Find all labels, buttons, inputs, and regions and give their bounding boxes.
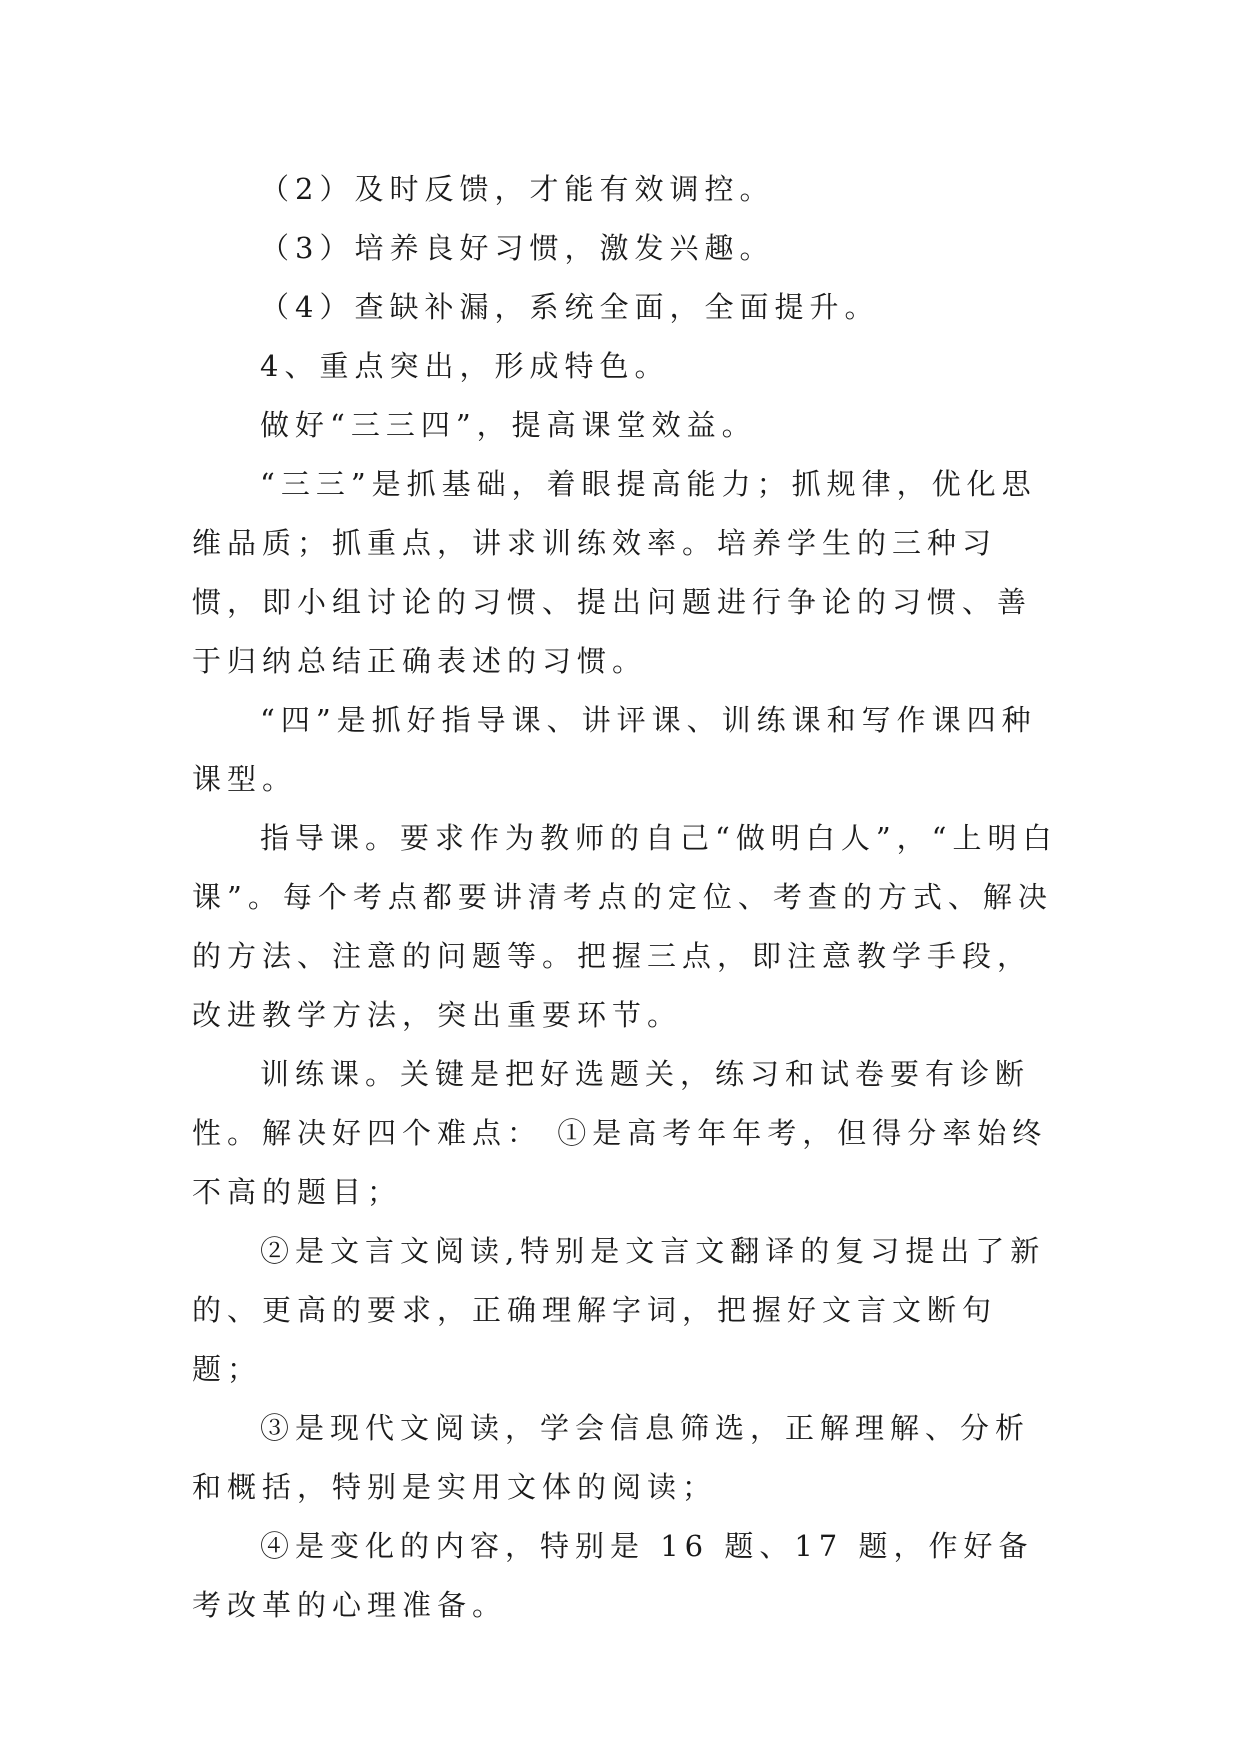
paragraph-modern-reading: ③是现代文阅读，学会信息筛选，正解理解、分析和概括，特别是实用文体的阅读；: [192, 1411, 1031, 1504]
paragraph-changes: ④是变化的内容，特别是 16 题、17 题，作好备考改革的心理准备。: [192, 1529, 1034, 1622]
paragraph-focus-heading: 4、重点突出，形成特色。: [260, 349, 670, 383]
paragraph-san-san: “三三”是抓基础，着眼提高能力；抓规律，优化思维品质；抓重点，讲求训练效率。培养学生的三种习惯，即小组讨论的习惯、提出问题进行争论的习惯、善于归纳总结正确表述的习惯。: [192, 467, 1037, 678]
paragraph-si: “四”是抓好指导课、讲评课、训练课和写作课四种课型。: [192, 703, 1037, 796]
document-body: [192, 160, 1064, 1635]
paragraph-guidance-class: 指导课。要求作为教师的自己“做明白人”，“上明白课”。每个考点都要讲清考点的定位、考查的方式、解决的方法、注意的问题等。把握三点，即注意教学手段，改进教学方法，突出重要环节。: [192, 821, 1058, 1032]
paragraph-classical-chinese: ②是文言文阅读,特别是文言文翻译的复习提出了新的、更高的要求，正确理解字词，把握好文言文断句题；: [192, 1234, 1046, 1386]
paragraph-habits: （3）培养良好习惯，激发兴趣。: [260, 231, 775, 265]
paragraph-training-class: 训练课。关键是把好选题关，练习和试卷要有诊断性。解决好四个难点： ①是高考年年考，但得分率始终不高的题目；: [192, 1057, 1048, 1209]
paragraph-334: 做好“三三四”，提高课堂效益。: [260, 408, 757, 442]
paragraph-gaps: （4）查缺补漏，系统全面，全面提升。: [260, 290, 880, 324]
paragraph-feedback: （2）及时反馈，才能有效调控。: [260, 172, 775, 206]
